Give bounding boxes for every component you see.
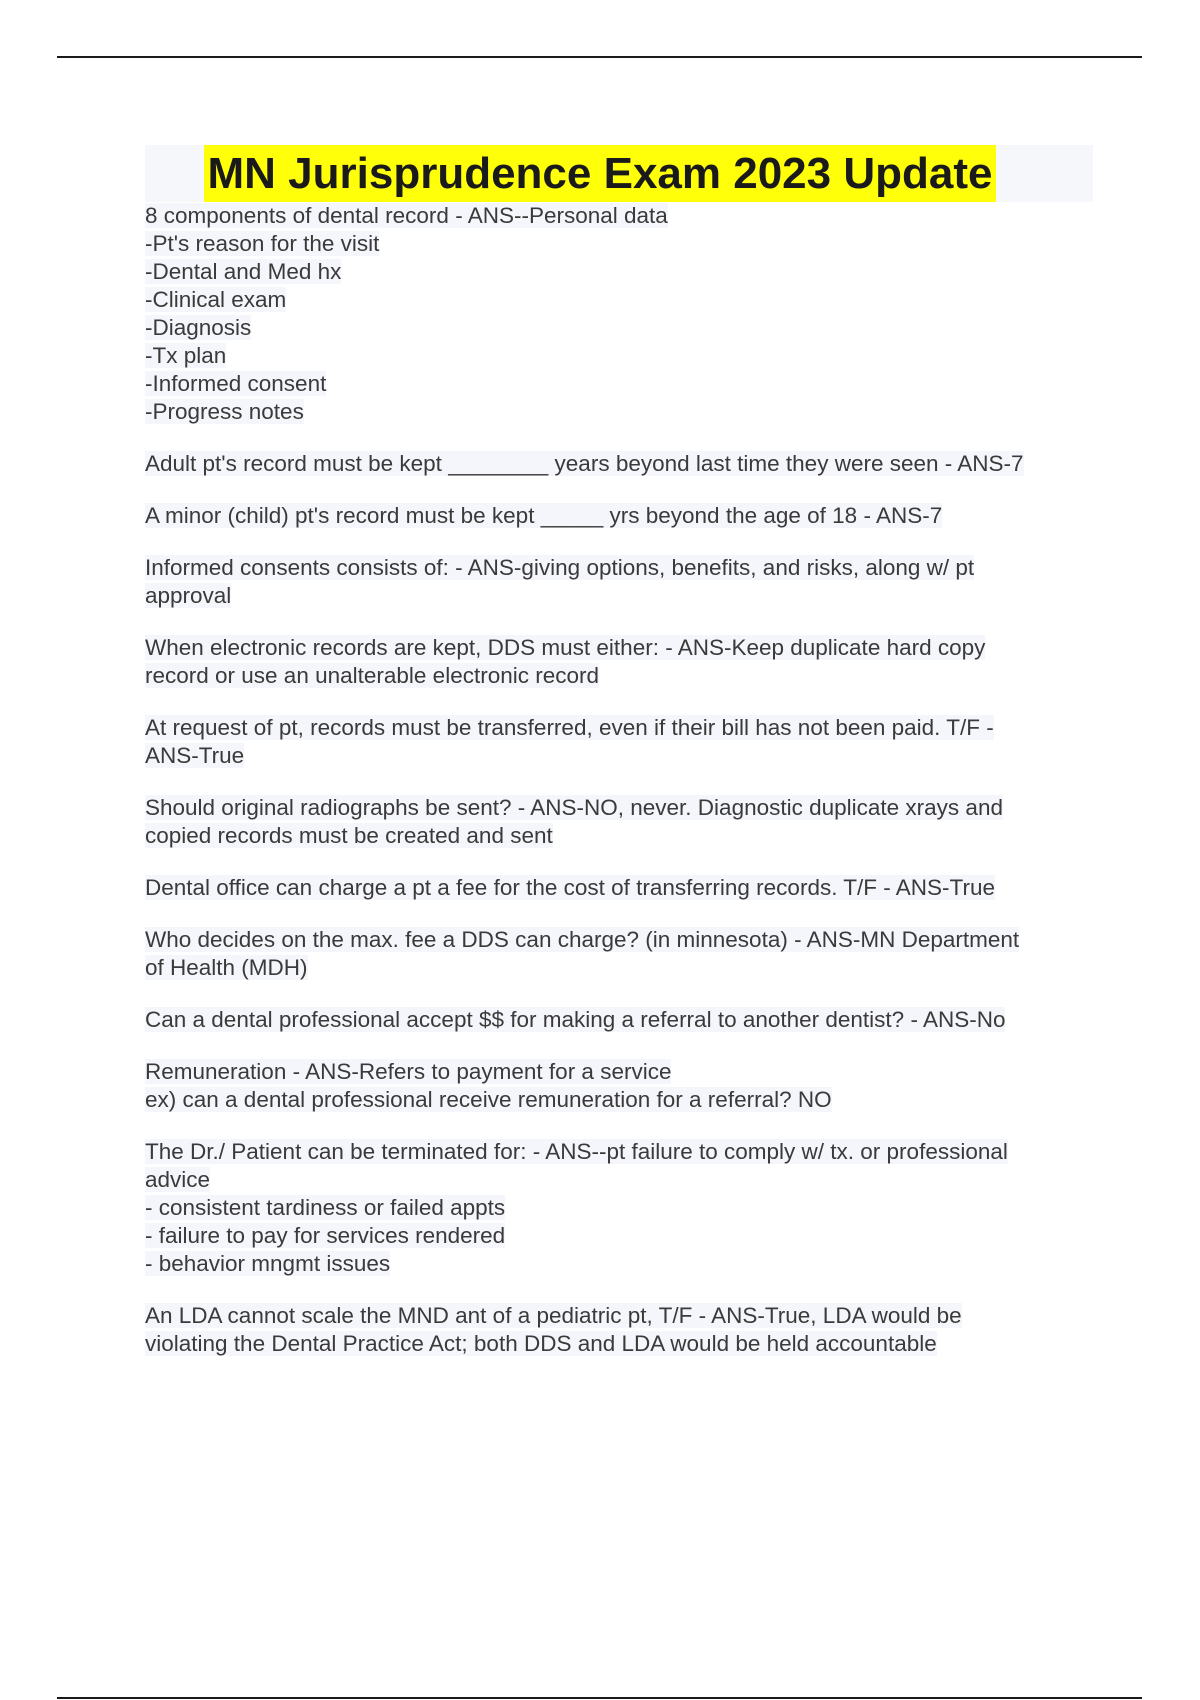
qa-continuation-line <box>145 314 1093 342</box>
qa-item <box>145 1138 1093 1278</box>
qa-text: Adult pt's record must be kept ________ years beyond last time they were seen - ANS-7 <box>145 451 1024 476</box>
qa-text: -Tx plan <box>145 343 227 368</box>
qa-text: Dental office can charge a pt a fee for the cost of transferring records. T/F - ANS-True <box>145 875 995 900</box>
qa-text: -Pt's reason for the visit <box>145 231 380 256</box>
qa-continuation-line <box>145 286 1093 314</box>
qa-text: ANS-True <box>145 743 245 768</box>
qa-question-line <box>145 1138 1093 1166</box>
document-body <box>145 145 1093 1358</box>
qa-item <box>145 794 1093 850</box>
qa-text: The Dr./ Patient can be terminated for: - ANS--pt failure to comply w/ tx. or professional <box>145 1139 1008 1164</box>
qa-continuation-line <box>145 370 1093 398</box>
qa-continuation-line <box>145 954 1093 982</box>
qa-text: -Progress notes <box>145 399 304 424</box>
qa-question-line <box>145 554 1093 582</box>
qa-text: of Health (MDH) <box>145 955 308 980</box>
qa-continuation-line <box>145 662 1093 690</box>
qa-continuation-line <box>145 1250 1093 1278</box>
qa-continuation-line <box>145 342 1093 370</box>
bottom-rule <box>57 1697 1142 1699</box>
qa-continuation-line <box>145 822 1093 850</box>
qa-continuation-line <box>145 1086 1093 1114</box>
qa-item <box>145 502 1093 530</box>
qa-text: -Dental and Med hx <box>145 259 342 284</box>
qa-question-line <box>145 926 1093 954</box>
qa-question-line <box>145 794 1093 822</box>
qa-question-line <box>145 202 1093 230</box>
title-bar <box>145 145 1093 202</box>
qa-text: When electronic records are kept, DDS must either: - ANS-Keep duplicate hard copy <box>145 635 986 660</box>
qa-text: - behavior mngmt issues <box>145 1251 391 1276</box>
qa-text: Informed consents consists of: - ANS-giving options, benefits, and risks, along w/ pt <box>145 555 975 580</box>
qa-question-line <box>145 1302 1093 1330</box>
qa-text: advice <box>145 1167 211 1192</box>
qa-text: - failure to pay for services rendered <box>145 1223 506 1248</box>
qa-text: 8 components of dental record - ANS--Personal data <box>145 203 668 228</box>
qa-item <box>145 450 1093 478</box>
qa-continuation-line <box>145 1222 1093 1250</box>
qa-question-line <box>145 874 1093 902</box>
qa-text: record or use an unalterable electronic record <box>145 663 599 688</box>
qa-text: An LDA cannot scale the MND ant of a pediatric pt, T/F - ANS-True, LDA would be <box>145 1303 962 1328</box>
qa-item <box>145 554 1093 610</box>
qa-text: Who decides on the max. fee a DDS can charge? (in minnesota) - ANS-MN Department <box>145 927 1020 952</box>
qa-list <box>145 202 1093 1358</box>
qa-question-line <box>145 450 1093 478</box>
qa-item <box>145 1006 1093 1034</box>
qa-question-line <box>145 1058 1093 1086</box>
qa-text: Can a dental professional accept $$ for making a referral to another dentist? - ANS-No <box>145 1007 1006 1032</box>
qa-continuation-line <box>145 398 1093 426</box>
qa-continuation-line <box>145 1166 1093 1194</box>
qa-question-line <box>145 502 1093 530</box>
qa-text: copied records must be created and sent <box>145 823 553 848</box>
qa-question-line <box>145 714 1093 742</box>
qa-text: -Clinical exam <box>145 287 287 312</box>
qa-item <box>145 1302 1093 1358</box>
qa-text: -Informed consent <box>145 371 327 396</box>
qa-text: -Diagnosis <box>145 315 252 340</box>
qa-item <box>145 1058 1093 1114</box>
document-title: MN Jurisprudence Exam 2023 Update <box>204 145 997 202</box>
qa-item <box>145 202 1093 426</box>
qa-item <box>145 874 1093 902</box>
qa-item <box>145 634 1093 690</box>
qa-text: A minor (child) pt's record must be kept _____ yrs beyond the age of 18 - ANS-7 <box>145 503 943 528</box>
qa-item <box>145 714 1093 770</box>
qa-continuation-line <box>145 1194 1093 1222</box>
qa-question-line <box>145 1006 1093 1034</box>
qa-text: Remuneration - ANS-Refers to payment for a service <box>145 1059 672 1084</box>
qa-text: violating the Dental Practice Act; both DDS and LDA would be held accountable <box>145 1331 937 1356</box>
qa-text: ex) can a dental professional receive remuneration for a referral? NO <box>145 1087 832 1112</box>
qa-continuation-line <box>145 230 1093 258</box>
qa-continuation-line <box>145 1330 1093 1358</box>
qa-text: Should original radiographs be sent? - ANS-NO, never. Diagnostic duplicate xrays and <box>145 795 1003 820</box>
qa-continuation-line <box>145 582 1093 610</box>
qa-continuation-line <box>145 742 1093 770</box>
qa-text: - consistent tardiness or failed appts <box>145 1195 506 1220</box>
qa-question-line <box>145 634 1093 662</box>
qa-item <box>145 926 1093 982</box>
qa-text: At request of pt, records must be transferred, even if their bill has not been paid. T/F - <box>145 715 994 740</box>
qa-continuation-line <box>145 258 1093 286</box>
top-rule <box>57 56 1142 58</box>
qa-text: approval <box>145 583 232 608</box>
